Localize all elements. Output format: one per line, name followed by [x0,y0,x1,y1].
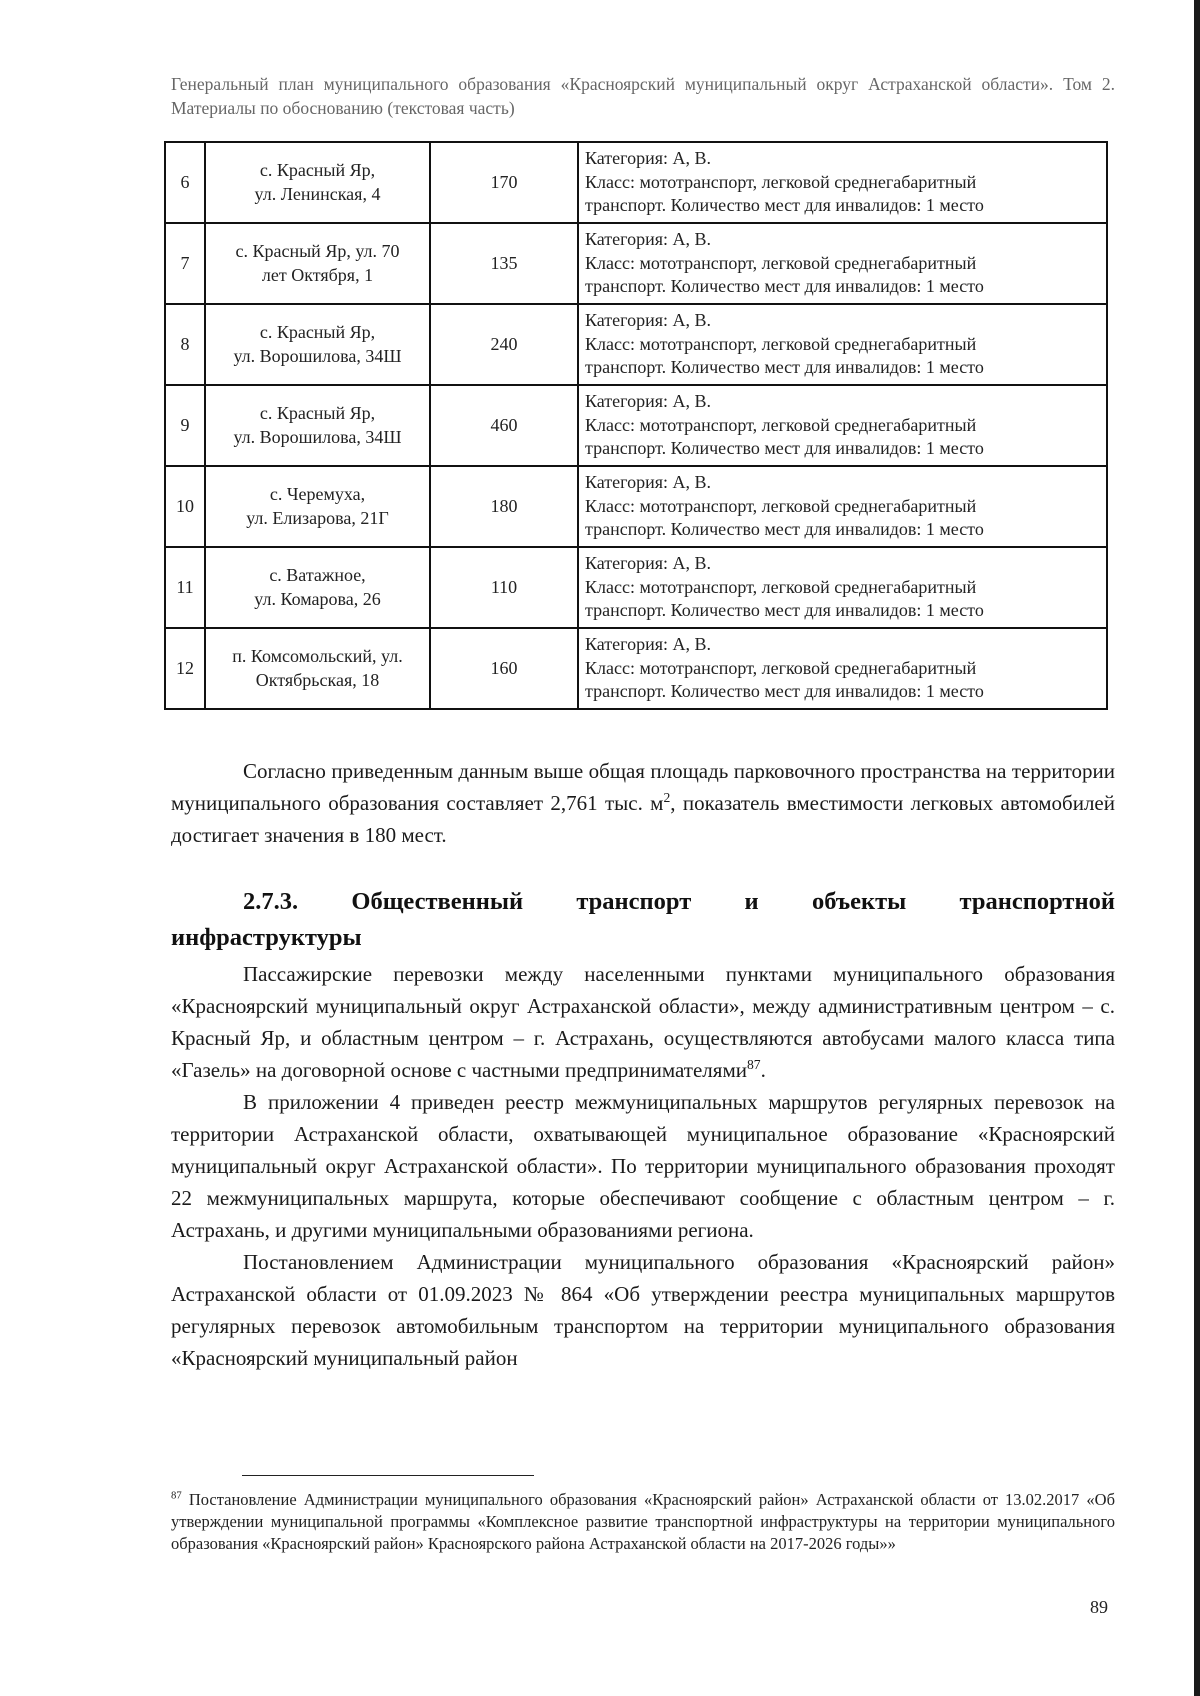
heading-line-2: инфраструктуры [171,924,362,951]
description-line: Категория: А, В. [585,634,711,655]
description-line: Категория: А, В. [585,472,711,493]
description-line: Класс: мототранспорт, легковой среднегабаритный [585,252,977,273]
address-line: ул. Ворошилова, 34Ш [233,345,402,366]
table-row [165,304,1107,385]
footnote-text: Постановление Администрации муниципального образования «Красноярский район» Астраханской области от 13.02.2017 «Об утверждении муниципальной программы «Комплексное развитие транспортной инфраструктуры на территории муниципального образования «Красноярский район» Красноярского района Астраханской области на 2017-2026 годы»» [171,1490,1115,1553]
paragraph-1 [171,958,1115,1086]
description-line: транспорт. Количество мест для инвалидов: 1 место [585,681,984,702]
row-number: 9 [165,385,205,466]
paragraph-1-text: Пассажирские перевозки между населенными пунктами муниципального образования «Красноярский муниципальный округ Астраханской области», между административным центром – с. Красный Яр, и областным центром – г. Астрахань, осуществляются автобусами малого класса типа «Газель» на договорной основе с частными предпринимателями [171,962,1115,1082]
row-area: 460 [430,385,578,466]
description-line: транспорт. Количество мест для инвалидов: 1 место [585,438,984,459]
summary-text-end: , показатель вместимости легковых автомобилей достигает значения в 180 мест. [171,791,1115,847]
row-address [205,223,430,304]
description-line: Категория: А, В. [585,148,711,169]
row-area: 160 [430,628,578,709]
row-address [205,628,430,709]
row-description [578,628,1107,709]
address-line: п. Комсомольский, ул. [232,646,403,666]
row-description [578,304,1107,385]
row-description [578,142,1107,223]
row-address [205,385,430,466]
paragraph-3: Постановлением Администрации муниципального образования «Красноярский район» Астраханской области от 01.09.2023 № 864 «Об утверждении реестра муниципальных маршрутов регулярных перевозок автомобильным транспортом на территории муниципального образования «Красноярский муниципальный район [171,1250,1115,1370]
row-area: 135 [430,223,578,304]
row-number: 12 [165,628,205,709]
footnote-ref[interactable]: 87 [746,1057,761,1072]
description-line: Класс: мототранспорт, легковой среднегабаритный [585,576,977,597]
table-row [165,142,1107,223]
table-row [165,547,1107,628]
description-line: транспорт. Количество мест для инвалидов: 1 место [585,519,984,540]
table-row [165,223,1107,304]
description-line: Категория: А, В. [585,310,711,331]
description-line: Категория: А, В. [585,229,711,250]
row-area: 170 [430,142,578,223]
body-paragraphs [171,958,1115,1374]
heading-word: и [744,888,759,915]
paragraph-1-end: . [760,1058,766,1082]
footnote-divider [242,1475,534,1476]
row-address [205,466,430,547]
table-row [165,466,1107,547]
section-heading [171,884,1115,956]
row-number: 6 [165,142,205,223]
row-address [205,304,430,385]
heading-word: транспортной [959,888,1115,915]
row-area: 240 [430,304,578,385]
description-line: Класс: мототранспорт, легковой среднегабаритный [585,495,977,516]
row-address [205,142,430,223]
heading-word: транспорт [576,888,692,915]
row-description [578,466,1107,547]
address-line: с. Ватажное, [269,565,366,585]
summary-paragraph [171,755,1115,851]
address-line: ул. Комарова, 26 [254,588,381,609]
running-header: Генеральный план муниципального образования «Красноярский муниципальный округ Астраханской области». Том 2. Материалы по обоснованию (текстовая часть) [171,74,1115,118]
row-number: 7 [165,223,205,304]
row-number: 10 [165,466,205,547]
description-line: транспорт. Количество мест для инвалидов: 1 место [585,357,984,378]
address-line: с. Черемуха, [269,484,366,504]
address-line: с. Красный Яр, [259,403,376,423]
address-line: с. Красный Яр, ул. 70 [235,241,400,261]
page-number: 89 [1090,1597,1108,1617]
paragraph-2: В приложении 4 приведен реестр межмуниципальных маршрутов регулярных перевозок на территории Астраханской области, охватывающей муниципальное образование «Красноярский муниципальный округ Астраханской области». По территории муниципального образования проходят 22 межмуниципальных маршрута, которые обеспечивают сообщение с областным центром – г. Астрахань, и другими муниципальными образованиями региона. [171,1090,1115,1242]
row-description [578,547,1107,628]
row-area: 110 [430,547,578,628]
footnote-mark: 87 [171,1489,182,1502]
heading-word: объекты [811,888,907,915]
footnote [171,1489,1115,1555]
address-line: ул. Елизарова, 21Г [246,507,389,528]
row-area: 180 [430,466,578,547]
address-line: ул. Ленинская, 4 [254,183,381,204]
description-line: Класс: мототранспорт, легковой среднегабаритный [585,414,977,435]
address-line: ул. Ворошилова, 34Ш [233,426,402,447]
heading-word: Общественный [351,888,524,915]
summary-sup: 2 [663,790,671,805]
address-line: с. Красный Яр, [259,160,376,180]
description-line: транспорт. Количество мест для инвалидов: 1 место [585,195,984,216]
summary-text: Согласно приведенным данным выше общая площадь парковочного пространства на территории муниципального образования составляет 2,761 тыс. м [171,759,1115,815]
description-line: Класс: мототранспорт, легковой среднегабаритный [585,333,977,354]
parking-table [164,141,1108,710]
description-line: Класс: мототранспорт, легковой среднегабаритный [585,657,977,678]
page-edge [1194,0,1200,1696]
table-row [165,628,1107,709]
row-number: 8 [165,304,205,385]
description-line: Категория: А, В. [585,553,711,574]
row-description [578,385,1107,466]
address-line: Октябрьская, 18 [255,669,380,690]
address-line: с. Красный Яр, [259,322,376,342]
address-line: лет Октября, 1 [261,264,374,285]
row-address [205,547,430,628]
description-line: транспорт. Количество мест для инвалидов: 1 место [585,600,984,621]
row-description [578,223,1107,304]
description-line: Класс: мототранспорт, легковой среднегабаритный [585,171,977,192]
table-row [165,385,1107,466]
section-number: 2.7.3. [243,888,299,915]
row-number: 11 [165,547,205,628]
description-line: Категория: А, В. [585,391,711,412]
description-line: транспорт. Количество мест для инвалидов: 1 место [585,276,984,297]
